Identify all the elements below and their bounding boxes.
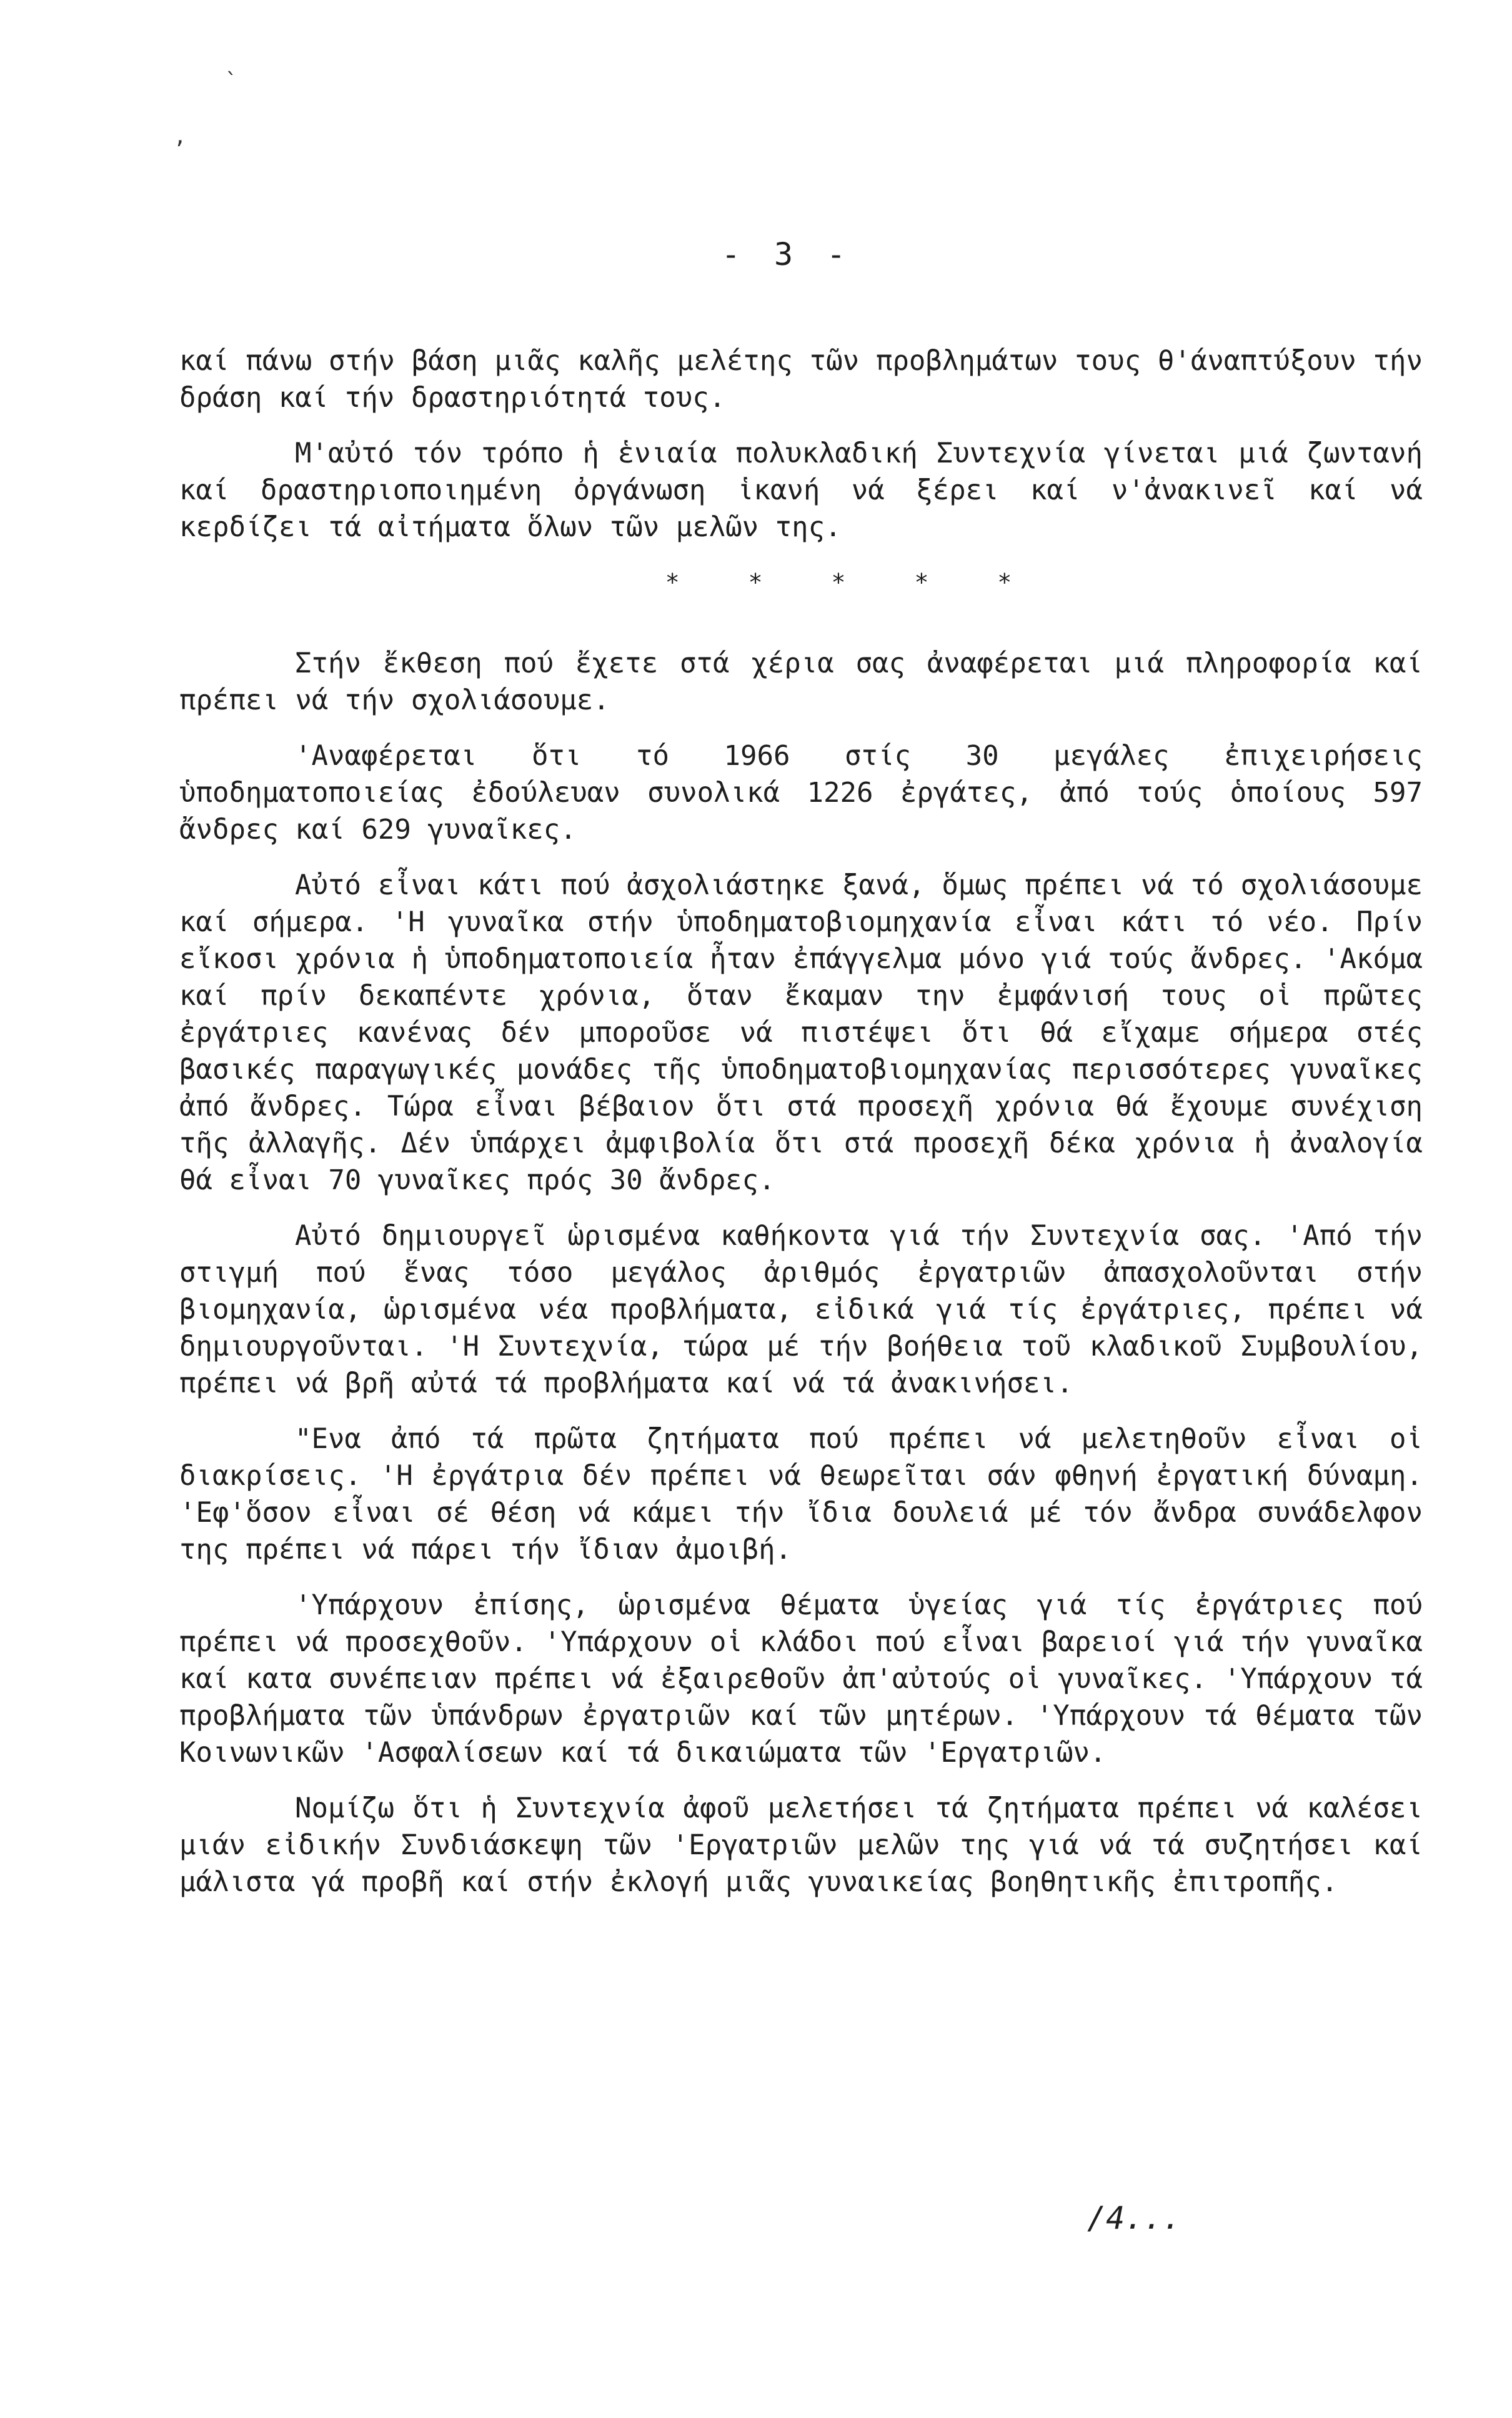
separator-star: * <box>914 569 929 596</box>
section-separator <box>179 564 1423 601</box>
separator-star: * <box>748 569 763 596</box>
separator-star: * <box>831 569 846 596</box>
paragraph-3: Στήν ἔκθεση πού ἔχετε στά χέρια σας ἀναφέρεται μιά πληροφορία καί πρέπει νά τήν σχολιάσουμε. <box>179 647 1423 716</box>
document-body <box>179 342 1423 1919</box>
scan-speck: , <box>174 124 187 149</box>
paragraph-9: Νομίζω ὅτι ἡ Συντεχνία ἀφοῦ μελετήσει τά ζητήματα πρέπει νά καλέσει μιάν εἰδικήν Συνδιάσκεψη τῶν 'Εργατριῶν μελῶν της γιά νά τά συζητήσει καί μάλιστα γά προβῆ καί στήν ἐκλογή μιᾶς γυναικείας βοηθητικῆς ἐπιτροπῆς. <box>179 1792 1423 1898</box>
paragraph-6: Αὐτό δημιουργεῖ ὡρισμένα καθήκοντα γιά τήν Συντεχνία σας. 'Από τήν στιγμή πού ἕνας τόσο μεγάλος ἀριθμός ἐργατριῶν ἀπασχολοῦνται στήν βιομηχανία, ὡρισμένα νέα προβλήματα, εἰδικά γιά τίς ἐργάτριες, πρέπει νά δημιουργοῦνται. 'Η Συντεχνία, τώρα μέ τήν βοήθεια τοῦ κλαδικοῦ Συμβουλίου, πρέπει νά βρῆ αὐτά τά προβλήματα καί νά τά ἀνακινήσει. <box>179 1220 1423 1399</box>
separator-star: * <box>665 569 680 596</box>
paragraph-1: καί πάνω στήν βάση μιᾶς καλῆς μελέτης τῶν προβλημάτων τους θ'άναπτύξουν τήν δράση καί τήν δραστηριότητά τους. <box>179 345 1423 414</box>
separator-star: * <box>997 569 1012 596</box>
paragraph-4: 'Αναφέρεται ὅτι τό 1966 στίς 30 μεγάλες ἐπιχειρήσεις ὑποδηματοποιείας ἐδούλευαν συνολικά 1226 ἐργάτες, ἀπό τούς ὁποίους 597 ἄνδρες καί 629 γυναῖκες. <box>179 740 1423 846</box>
scan-speck: ` <box>225 69 238 94</box>
continuation-marker: /4... <box>1087 2200 1181 2236</box>
page-number: - 3 - <box>721 236 853 272</box>
paragraph-2: Μ'αὐτό τόν τρόπο ἡ ἑνιαία πολυκλαδική Συντεχνία γίνεται μιά ζωντανή καί δραστηριοποιημένη ὀργάνωση ἱκανή νά ξέρει καί ν'ἀνακινεῖ καί νά κερδίζει τά αἰτήματα ὅλων τῶν μελῶν της. <box>179 437 1423 543</box>
paragraph-8: 'Υπάρχουν ἐπίσης, ὡρισμένα θέματα ὑγείας γιά τίς ἐργάτριες πού πρέπει νά προσεχθοῦν. 'Υπάρχουν οἱ κλάδοι πού εἶναι βαρειοί γιά τήν γυναῖκα καί κατα συνέπειαν πρέπει νά ἐξαιρεθοῦν ἀπ'αὐτούς οἱ γυναῖκες. 'Υπάρχουν τά προβλήματα τῶν ὑπάνδρων ἐργατριῶν καί τῶν μητέρων. 'Υπάρχουν τά θέματα τῶν Κοινωνικῶν 'Ασφαλίσεων καί τά δικαιώματα τῶν 'Εργατριῶν. <box>179 1589 1423 1769</box>
paragraph-5: Αὐτό εἶναι κάτι πού ἀσχολιάστηκε ξανά, ὅμως πρέπει νά τό σχολιάσουμε καί σήμερα. 'Η γυναῖκα στήν ὑποδηματοβιομηχανία εἶναι κάτι τό νέο. Πρίν εἴκοσι χρόνια ἡ ὑποδηματοποιεία ἦταν ἐπάγγελμα μόνο γιά τούς ἄνδρες. 'Ακόμα καί πρίν δεκαπέντε χρόνια, ὅταν ἔκαμαν την ἐμφάνισή τους οἱ πρῶτες ἐργάτριες κανένας δέν μποροῦσε νά πιστέψει ὅτι θά εἴχαμε σήμερα στές βασικές παραγωγικές μονάδες τῆς ὑποδηματοβιομηχανίας περισσότερες γυναῖκες ἀπό ἄνδρες. Τώρα εἶναι βέβαιον ὅτι στά προσεχῆ χρόνια θά ἔχουμε συνέχιση τῆς ἀλλαγῆς. Δέν ὑπάρχει ἀμφιβολία ὅτι στά προσεχῆ δέκα χρόνια ἡ ἀναλογία θά εἶναι 70 γυναῖκες πρός 30 ἄνδρες. <box>179 869 1423 1196</box>
paragraph-7: "Ενα ἀπό τά πρῶτα ζητήματα πού πρέπει νά μελετηθοῦν εἶναι οἱ διακρίσεις. 'Η ἐργάτρια δέν πρέπει νά θεωρεῖται σάν φθηνή ἐργατική δύναμη. 'Εφ'ὅσον εἶναι σέ θέση νά κάμει τήν ἴδια δουλειά μέ τόν ἄνδρα συνάδελφον της πρέπει νά πάρει τήν ἴδιαν ἀμοιβή. <box>179 1423 1423 1566</box>
